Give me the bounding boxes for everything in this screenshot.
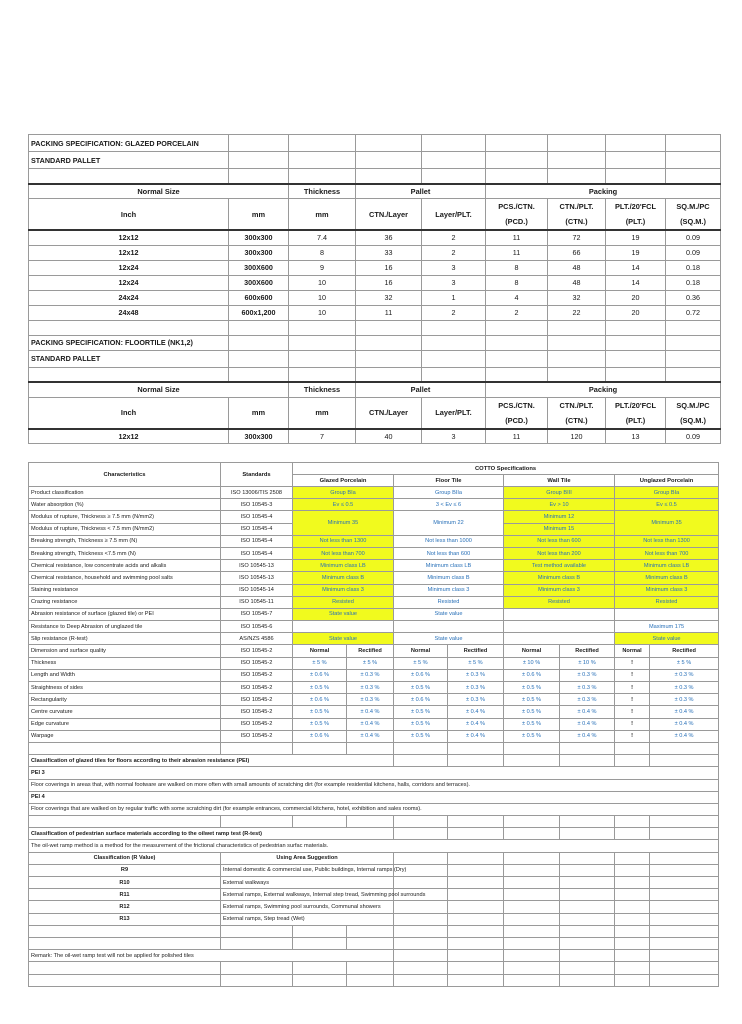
cell-size-inch: 12x12 bbox=[29, 245, 229, 260]
cell-layer-plt: 2 bbox=[422, 305, 486, 320]
dimension-value: ± 0.4 % bbox=[448, 706, 504, 718]
spec-name: Crazing resistance bbox=[29, 596, 221, 608]
spec-floor: Not less than 600 bbox=[394, 547, 504, 559]
spec-slip-floor: State value bbox=[394, 633, 504, 645]
dimension-value: ± 0.6 % bbox=[293, 669, 347, 681]
header-wall-tile: Wall Tile bbox=[504, 475, 615, 487]
dimension-standard: ISO 10545-2 bbox=[221, 694, 293, 706]
dimension-value: ! bbox=[615, 657, 650, 669]
normal-label: Normal bbox=[504, 645, 560, 657]
dimension-row bbox=[29, 694, 719, 706]
cell-layer-plt: 2 bbox=[422, 230, 486, 245]
dimension-value: ± 0.4 % bbox=[560, 718, 615, 730]
pei-title: Classification of glazed tiles for floors according to their abrasion resistance (PEI) bbox=[29, 755, 394, 767]
cell-sqm-pc: 0.09 bbox=[666, 245, 721, 260]
spec-floor: Group BIIa bbox=[394, 487, 504, 499]
spec-glazed: Resisted bbox=[293, 596, 394, 608]
spec-wall: Group BIII bbox=[504, 487, 615, 499]
spec-deep-name: Resistance to Deep Abrasion of unglazed tile bbox=[29, 621, 221, 633]
spec-row bbox=[29, 499, 719, 511]
dimension-value: ± 0.3 % bbox=[560, 669, 615, 681]
cell-size-mm: 300x300 bbox=[229, 429, 289, 444]
dimension-value: ± 0.5 % bbox=[293, 706, 347, 718]
spec-unglazed: Minimum class LB bbox=[615, 560, 719, 572]
dimension-name: Rectangularity bbox=[29, 694, 221, 706]
dimension-value: ± 5 % bbox=[448, 657, 504, 669]
spec-standard: ISO 10545-11 bbox=[221, 596, 293, 608]
spec-abrasion-std: ISO 10545-7 bbox=[221, 608, 293, 620]
header-packing-2: Packing bbox=[486, 382, 721, 397]
dimension-name: Warpage bbox=[29, 730, 221, 742]
ramp-text: The oil-wet ramp method is a method for the measurement of the frictional characteristics of pedestrian surfac materials. bbox=[29, 840, 719, 852]
cell-ctn-plt: 48 bbox=[548, 275, 606, 290]
header-layer-plt-2: Layer/PLT. bbox=[422, 397, 486, 429]
r-class-header: Classification (R Value) bbox=[29, 852, 221, 864]
spec-slip-unglazed: State value bbox=[615, 633, 719, 645]
cell-ctn-plt: 72 bbox=[548, 230, 606, 245]
header-pallet-2: Pallet bbox=[356, 382, 486, 397]
spec-rupture-1-std: ISO 10545-4 bbox=[221, 511, 293, 523]
dimension-value: ± 5 % bbox=[394, 657, 448, 669]
dimension-value: ! bbox=[615, 730, 650, 742]
spec-glazed: Not less than 1300 bbox=[293, 535, 394, 547]
dimension-value: ± 0.3 % bbox=[448, 682, 504, 694]
cell-ctn-plt: 48 bbox=[548, 260, 606, 275]
cell-size-mm: 300X600 bbox=[229, 275, 289, 290]
dimension-standard: ISO 10545-2 bbox=[221, 682, 293, 694]
r-value: R9 bbox=[29, 864, 221, 876]
spec-floor: Minimum class LB bbox=[394, 560, 504, 572]
r-value: R12 bbox=[29, 901, 221, 913]
cell-ctn-layer: 16 bbox=[356, 260, 422, 275]
packing-row bbox=[29, 275, 721, 290]
header-inch-2: Inch bbox=[29, 397, 229, 429]
spec-glazed: Minimum class B bbox=[293, 572, 394, 584]
dimension-value: ± 0.4 % bbox=[560, 706, 615, 718]
spec-unglazed: Not less than 1300 bbox=[615, 535, 719, 547]
cell-thickness: 9 bbox=[289, 260, 356, 275]
header-sqm-pc: SQ.M./PC (SQ.M.) bbox=[666, 199, 721, 231]
cell-ctn-layer: 36 bbox=[356, 230, 422, 245]
cell-thickness: 7.4 bbox=[289, 230, 356, 245]
floor-packing-title: PACKING SPECIFICATION: FLOORTILE (NK1,2) bbox=[29, 335, 229, 350]
r-value: R11 bbox=[29, 889, 221, 901]
dimension-value: ± 0.4 % bbox=[560, 730, 615, 742]
pei4-text: Floor coverings that are walked on by regular traffic with some scratching dirt (for example entrances, commercial kitchens, hotel, exhibition and sales rooms). bbox=[29, 803, 719, 815]
r-usage: External ramps, Swimming pool surrounds, Communal showers bbox=[221, 901, 394, 913]
cell-size-inch: 12x24 bbox=[29, 275, 229, 290]
header-thickness-mm: mm bbox=[289, 199, 356, 231]
spec-wall: Ev > 10 bbox=[504, 499, 615, 511]
spec-wall: Minimum class B bbox=[504, 572, 615, 584]
dimension-value: ± 0.6 % bbox=[293, 730, 347, 742]
spec-name: Chemical resistance, low concentrate acids and alkalis bbox=[29, 560, 221, 572]
dimension-name: Thickness bbox=[29, 657, 221, 669]
cell-size-inch: 12x12 bbox=[29, 429, 229, 444]
cell-ctn-plt: 66 bbox=[548, 245, 606, 260]
spec-unglazed: Ev ≤ 0.5 bbox=[615, 499, 719, 511]
dimension-value: ± 0.3 % bbox=[650, 682, 719, 694]
cell-size-mm: 600x1,200 bbox=[229, 305, 289, 320]
spec-standard: ISO 10545-3 bbox=[221, 499, 293, 511]
spec-rupture-glazed: Minimum 35 bbox=[293, 511, 394, 535]
header-plt-fcl-2: PLT./20'FCL (PLT.) bbox=[606, 397, 666, 429]
rectified-label: Rectified bbox=[448, 645, 504, 657]
spec-name: Water absorption (%) bbox=[29, 499, 221, 511]
dimension-name: Straightness of sides bbox=[29, 682, 221, 694]
cell-sqm-pc: 0.09 bbox=[666, 230, 721, 245]
spec-standard: ISO 13006/TIS 2508 bbox=[221, 487, 293, 499]
spec-floor: Minimum class B bbox=[394, 572, 504, 584]
spec-standard: ISO 10545-4 bbox=[221, 547, 293, 559]
header-characteristics: Characteristics bbox=[29, 463, 221, 487]
r-usage: External walkways bbox=[221, 877, 394, 889]
spec-standard: ISO 10545-4 bbox=[221, 535, 293, 547]
r-value-row bbox=[29, 889, 719, 901]
dimension-value: ± 0.3 % bbox=[650, 669, 719, 681]
cell-ctn-layer: 33 bbox=[356, 245, 422, 260]
packing-table bbox=[28, 134, 721, 444]
dimension-value: ± 0.5 % bbox=[504, 718, 560, 730]
cell-thickness: 10 bbox=[289, 275, 356, 290]
spec-name: Breaking strength, Thickness <7.5 mm (N) bbox=[29, 547, 221, 559]
dimension-value: ± 0.5 % bbox=[504, 694, 560, 706]
cell-sqm-pc: 0.36 bbox=[666, 290, 721, 305]
cell-thickness: 10 bbox=[289, 290, 356, 305]
spec-wall: Resisted bbox=[504, 596, 615, 608]
r-value: R10 bbox=[29, 877, 221, 889]
packing-row bbox=[29, 230, 721, 245]
cell-plt-fcl: 20 bbox=[606, 290, 666, 305]
dimension-value: ± 0.3 % bbox=[560, 694, 615, 706]
header-pcs-ctn: PCS./CTN. (PCD.) bbox=[486, 199, 548, 231]
cell-plt-fcl: 20 bbox=[606, 305, 666, 320]
rectified-label: Rectified bbox=[347, 645, 394, 657]
dimension-value: ! bbox=[615, 694, 650, 706]
cell-layer-plt: 3 bbox=[422, 429, 486, 444]
dimension-value: ± 0.6 % bbox=[394, 669, 448, 681]
packing-row bbox=[29, 290, 721, 305]
spec-glazed: Minimum class 3 bbox=[293, 584, 394, 596]
cell-ctn-plt: 120 bbox=[548, 429, 606, 444]
header-layer-plt: Layer/PLT. bbox=[422, 199, 486, 231]
cell-ctn-plt: 22 bbox=[548, 305, 606, 320]
spec-rupture-1-name: Modulus of rupture, Thickness ≥ 7.5 mm (N/mm2) bbox=[29, 511, 221, 523]
spec-floor: Resisted bbox=[394, 596, 504, 608]
dimension-row bbox=[29, 682, 719, 694]
dimension-value: ± 0.4 % bbox=[347, 718, 394, 730]
cell-ctn-layer: 32 bbox=[356, 290, 422, 305]
packing-row bbox=[29, 305, 721, 320]
dimension-value: ± 0.5 % bbox=[293, 718, 347, 730]
cell-plt-fcl: 19 bbox=[606, 230, 666, 245]
dimension-value: ± 0.5 % bbox=[394, 718, 448, 730]
spec-slip-glazed: State value bbox=[293, 633, 394, 645]
packing-row bbox=[29, 245, 721, 260]
cell-size-inch: 12x12 bbox=[29, 230, 229, 245]
spec-rupture-2-name: Modulus of rupture, Thickness < 7.5 mm (N/mm2) bbox=[29, 523, 221, 535]
dimension-value: ± 0.3 % bbox=[650, 694, 719, 706]
pei3-label: PEI 3 bbox=[29, 767, 719, 779]
dimension-name: Length and Width bbox=[29, 669, 221, 681]
dimension-value: ! bbox=[615, 682, 650, 694]
dimension-value: ± 5 % bbox=[347, 657, 394, 669]
dimension-row bbox=[29, 706, 719, 718]
dimension-value: ± 10 % bbox=[504, 657, 560, 669]
cell-layer-plt: 1 bbox=[422, 290, 486, 305]
dimension-value: ± 0.3 % bbox=[448, 669, 504, 681]
cell-pcs-ctn: 8 bbox=[486, 275, 548, 290]
header-thickness-2: Thickness bbox=[289, 382, 356, 397]
spec-unglazed: Group BIa bbox=[615, 487, 719, 499]
spec-glazed: Group BIa bbox=[293, 487, 394, 499]
spec-dimension-std: ISO 10545-2 bbox=[221, 645, 293, 657]
dimension-standard: ISO 10545-2 bbox=[221, 706, 293, 718]
dimension-value: ± 10 % bbox=[560, 657, 615, 669]
cell-layer-plt: 3 bbox=[422, 260, 486, 275]
dimension-standard: ISO 10545-2 bbox=[221, 718, 293, 730]
cell-size-mm: 600x600 bbox=[229, 290, 289, 305]
rectified-label: Rectified bbox=[560, 645, 615, 657]
dimension-value: ± 0.6 % bbox=[394, 694, 448, 706]
cell-size-mm: 300x300 bbox=[229, 245, 289, 260]
header-pallet: Pallet bbox=[356, 184, 486, 199]
spec-standard: ISO 10545-13 bbox=[221, 560, 293, 572]
packing-row bbox=[29, 429, 721, 444]
spec-glazed: Minimum class LB bbox=[293, 560, 394, 572]
normal-label: Normal bbox=[394, 645, 448, 657]
spec-rupture-floor: Minimum 22 bbox=[394, 511, 504, 535]
spec-name: Product classification bbox=[29, 487, 221, 499]
cell-pcs-ctn: 11 bbox=[486, 429, 548, 444]
dimension-value: ± 0.5 % bbox=[504, 682, 560, 694]
dimension-value: ! bbox=[615, 669, 650, 681]
spec-slip-name: Slip resistance (R-test) bbox=[29, 633, 221, 645]
spec-rupture-wall-1: Minimum 12 bbox=[504, 511, 615, 523]
spec-slip-std: AS/NZS 4586 bbox=[221, 633, 293, 645]
r-value-row bbox=[29, 913, 719, 925]
header-normal-size: Normal Size bbox=[29, 184, 289, 199]
remark: Remark: The oil-wet ramp test will not be applied for polished tiles bbox=[29, 950, 394, 962]
spec-row bbox=[29, 584, 719, 596]
dimension-standard: ISO 10545-2 bbox=[221, 669, 293, 681]
spec-unglazed: Minimum class B bbox=[615, 572, 719, 584]
dimension-row bbox=[29, 718, 719, 730]
rectified-label: Rectified bbox=[650, 645, 719, 657]
dimension-value: ± 0.3 % bbox=[347, 682, 394, 694]
header-ctn-layer-2: CTN./Layer bbox=[356, 397, 422, 429]
spec-rupture-2-std: ISO 10545-4 bbox=[221, 523, 293, 535]
spec-deep-unglazed: Maximum 175 bbox=[615, 621, 719, 633]
spec-dimension-name: Dimension and surface quality bbox=[29, 645, 221, 657]
spec-deep-std: ISO 10545-6 bbox=[221, 621, 293, 633]
dimension-value: ± 0.5 % bbox=[504, 730, 560, 742]
dimension-value: ± 0.4 % bbox=[347, 706, 394, 718]
header-ctn-plt-2: CTN./PLT. (CTN.) bbox=[548, 397, 606, 429]
pei4-label: PEI 4 bbox=[29, 791, 719, 803]
dimension-standard: ISO 10545-2 bbox=[221, 657, 293, 669]
cell-size-inch: 24x24 bbox=[29, 290, 229, 305]
spec-rupture-unglazed: Minimum 35 bbox=[615, 511, 719, 535]
dimension-value: ± 5 % bbox=[293, 657, 347, 669]
spec-abrasion-name: Abrasion resistance of surface (glazed tile) or PEI bbox=[29, 608, 221, 620]
spec-name: Breaking strength, Thickness ≥ 7.5 mm (N) bbox=[29, 535, 221, 547]
dimension-row bbox=[29, 730, 719, 742]
cell-size-mm: 300x300 bbox=[229, 230, 289, 245]
dimension-row bbox=[29, 657, 719, 669]
dimension-value: ± 0.4 % bbox=[347, 730, 394, 742]
cell-thickness: 10 bbox=[289, 305, 356, 320]
cell-size-inch: 12x24 bbox=[29, 260, 229, 275]
r-value-row bbox=[29, 864, 719, 876]
cell-plt-fcl: 19 bbox=[606, 245, 666, 260]
cell-plt-fcl: 13 bbox=[606, 429, 666, 444]
cell-layer-plt: 2 bbox=[422, 245, 486, 260]
dimension-value: ! bbox=[615, 718, 650, 730]
cell-thickness: 8 bbox=[289, 245, 356, 260]
dimension-value: ± 0.5 % bbox=[504, 706, 560, 718]
cell-sqm-pc: 0.18 bbox=[666, 275, 721, 290]
spec-wall: Test method available bbox=[504, 560, 615, 572]
header-packing: Packing bbox=[486, 184, 721, 199]
spec-standard: ISO 10545-14 bbox=[221, 584, 293, 596]
spec-wall: Not less than 600 bbox=[504, 535, 615, 547]
dimension-value: ± 0.5 % bbox=[394, 682, 448, 694]
specification-table bbox=[28, 462, 719, 987]
cell-sqm-pc: 0.72 bbox=[666, 305, 721, 320]
spec-unglazed: Resisted bbox=[615, 596, 719, 608]
spec-wall: Minimum class 3 bbox=[504, 584, 615, 596]
r-value-row bbox=[29, 901, 719, 913]
header-normal-size-2: Normal Size bbox=[29, 382, 289, 397]
dimension-value: ± 0.6 % bbox=[504, 669, 560, 681]
r-usage: External ramps, External walkways, Internal step tread, Swimming pool surrounds bbox=[221, 889, 394, 901]
r-usage: External ramps, Step tread (Wet) bbox=[221, 913, 394, 925]
dimension-value: ± 0.4 % bbox=[448, 718, 504, 730]
dimension-value: ± 0.4 % bbox=[650, 706, 719, 718]
cell-plt-fcl: 14 bbox=[606, 260, 666, 275]
spec-row bbox=[29, 572, 719, 584]
cell-size-mm: 300X600 bbox=[229, 260, 289, 275]
glazed-packing-title: PACKING SPECIFICATION: GLAZED PORCELAIN bbox=[29, 135, 229, 152]
cell-pcs-ctn: 2 bbox=[486, 305, 548, 320]
cell-ctn-layer: 11 bbox=[356, 305, 422, 320]
dimension-standard: ISO 10545-2 bbox=[221, 730, 293, 742]
cell-sqm-pc: 0.18 bbox=[666, 260, 721, 275]
spec-row bbox=[29, 535, 719, 547]
cell-sqm-pc: 0.09 bbox=[666, 429, 721, 444]
cell-plt-fcl: 14 bbox=[606, 275, 666, 290]
header-ctn-layer: CTN./Layer bbox=[356, 199, 422, 231]
dimension-name: Edge curvature bbox=[29, 718, 221, 730]
spec-floor: 3 < Ev ≤ 6 bbox=[394, 499, 504, 511]
header-thickness: Thickness bbox=[289, 184, 356, 199]
header-sqm-pc-2: SQ.M./PC (SQ.M.) bbox=[666, 397, 721, 429]
ramp-title: Classification of pedestrian surface materials according to the oilwet ramp test (R-test) bbox=[29, 828, 394, 840]
cell-pcs-ctn: 11 bbox=[486, 230, 548, 245]
spec-row bbox=[29, 487, 719, 499]
spec-rupture-wall-2: Minimum 15 bbox=[504, 523, 615, 535]
cell-thickness: 7 bbox=[289, 429, 356, 444]
cell-layer-plt: 3 bbox=[422, 275, 486, 290]
cell-pcs-ctn: 11 bbox=[486, 245, 548, 260]
r-usage: Internal domestic & commercial use, Public buildings, Internal ramps (Dry) bbox=[221, 864, 394, 876]
normal-label: Normal bbox=[293, 645, 347, 657]
spec-row bbox=[29, 560, 719, 572]
dimension-value: ! bbox=[615, 706, 650, 718]
header-thickness-mm-2: mm bbox=[289, 397, 356, 429]
header-pcs-ctn-2: PCS./CTN. (PCD.) bbox=[486, 397, 548, 429]
spec-row bbox=[29, 596, 719, 608]
spec-name: Staining resistance bbox=[29, 584, 221, 596]
header-ctn-plt: CTN./PLT. (CTN.) bbox=[548, 199, 606, 231]
dimension-value: ± 0.4 % bbox=[650, 718, 719, 730]
spec-name: Chemical resistance, household and swimming pool salts bbox=[29, 572, 221, 584]
r-value: R13 bbox=[29, 913, 221, 925]
spec-standard: ISO 10545-13 bbox=[221, 572, 293, 584]
spec-floor: Not less than 1000 bbox=[394, 535, 504, 547]
pallet-label-2: STANDARD PALLET bbox=[29, 350, 229, 367]
header-mm-2: mm bbox=[229, 397, 289, 429]
r-value-row bbox=[29, 877, 719, 889]
dimension-value: ± 0.5 % bbox=[293, 682, 347, 694]
dimension-row bbox=[29, 669, 719, 681]
cell-ctn-layer: 16 bbox=[356, 275, 422, 290]
cell-pcs-ctn: 4 bbox=[486, 290, 548, 305]
dimension-value: ± 5 % bbox=[650, 657, 719, 669]
header-plt-fcl: PLT./20'FCL (PLT.) bbox=[606, 199, 666, 231]
cell-ctn-plt: 32 bbox=[548, 290, 606, 305]
cell-size-inch: 24x48 bbox=[29, 305, 229, 320]
normal-label: Normal bbox=[615, 645, 650, 657]
pei3-text: Floor coverings in areas that, with normal footware are walked on more often with small amounts of scratching dirt (for example residential kitchens, halls, corridors and terraces). bbox=[29, 779, 719, 791]
dimension-value: ± 0.5 % bbox=[394, 730, 448, 742]
spec-abrasion-glazed: State value bbox=[293, 608, 394, 620]
packing-row bbox=[29, 260, 721, 275]
dimension-name: Centre curvature bbox=[29, 706, 221, 718]
header-glazed-porcelain: Glazed Porcelain bbox=[293, 475, 394, 487]
header-unglazed-porcelain: Unglazed Porcelain bbox=[615, 475, 719, 487]
spec-unglazed: Not less than 700 bbox=[615, 547, 719, 559]
cell-pcs-ctn: 8 bbox=[486, 260, 548, 275]
spec-wall: Not less than 200 bbox=[504, 547, 615, 559]
header-mm: mm bbox=[229, 199, 289, 231]
header-standards: Standards bbox=[221, 463, 293, 487]
dimension-value: ± 0.3 % bbox=[560, 682, 615, 694]
dimension-value: ± 0.6 % bbox=[293, 694, 347, 706]
spec-abrasion-floor: State value bbox=[394, 608, 504, 620]
dimension-value: ± 0.4 % bbox=[448, 730, 504, 742]
spec-floor: Minimum class 3 bbox=[394, 584, 504, 596]
pallet-label: STANDARD PALLET bbox=[29, 152, 229, 169]
dimension-value: ± 0.3 % bbox=[347, 669, 394, 681]
spec-glazed: Ev ≤ 0.5 bbox=[293, 499, 394, 511]
dimension-value: ± 0.5 % bbox=[394, 706, 448, 718]
dimension-value: ± 0.3 % bbox=[448, 694, 504, 706]
cell-ctn-layer: 40 bbox=[356, 429, 422, 444]
header-floor-tile: Floor Tile bbox=[394, 475, 504, 487]
header-inch: Inch bbox=[29, 199, 229, 231]
dimension-value: ± 0.3 % bbox=[347, 694, 394, 706]
dimension-value: ± 0.4 % bbox=[650, 730, 719, 742]
spec-glazed: Not less than 700 bbox=[293, 547, 394, 559]
r-use-header: Using Area Suggestion bbox=[221, 852, 394, 864]
spec-unglazed: Minimum class 3 bbox=[615, 584, 719, 596]
header-cotto: COTTO Specifications bbox=[293, 463, 719, 475]
spec-row bbox=[29, 547, 719, 559]
